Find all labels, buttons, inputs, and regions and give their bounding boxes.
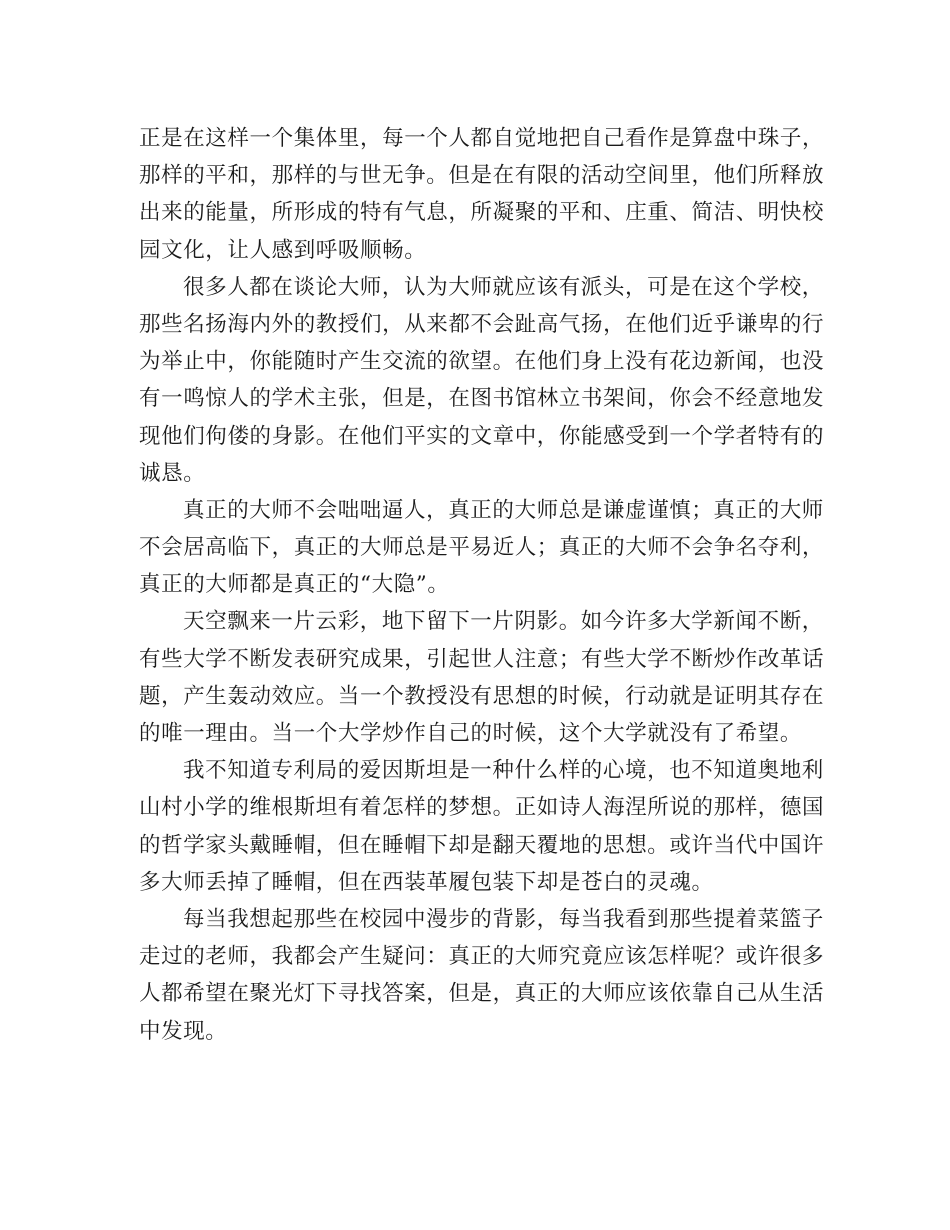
paragraph-first-line: 真正的大师不会咄咄逼人，真正的大师总是谦虚谨慎；真正的大师 xyxy=(183,497,824,523)
text-line: 走过的老师，我都会产生疑问：真正的大师究竟应该怎样呢？或许很多 xyxy=(139,944,825,970)
text-line: 园文化，让人感到呼吸顺畅。 xyxy=(139,237,427,263)
text-line: 为举止中，你能随时产生交流的欲望。在他们身上没有花边新闻，也没 xyxy=(139,349,825,375)
text-line: 诚恳。 xyxy=(139,460,206,486)
text-line: 正是在这样一个集体里，每一个人都自觉地把自己看作是算盘中珠子， xyxy=(139,126,825,151)
text-line: 的唯一理由。当一个大学炒作自己的时候，这个大学就没有了希望。 xyxy=(139,721,803,746)
text-line: 山村小学的维根斯坦有着怎样的梦想。正如诗人海涅所说的那样，德国 xyxy=(139,795,825,821)
paragraph-first-line: 每当我想起那些在校园中漫步的背影，每当我看到那些提着菜篮子 xyxy=(183,906,824,932)
text-line: 真正的大师都是真正的“大隐”。 xyxy=(139,572,450,598)
text-line: 出来的能量，所形成的特有气息，所凝聚的平和、庄重、简洁、明快校 xyxy=(139,200,825,226)
text-line: 有一鸣惊人的学术主张，但是，在图书馆林立书架间，你会不经意地发 xyxy=(139,386,825,412)
text-line: 不会居高临下，真正的大师总是平易近人；真正的大师不会争名夺利， xyxy=(139,535,825,561)
text-line: 多大师丢掉了睡帽，但在西装革履包装下却是苍白的灵魂。 xyxy=(139,869,714,895)
text-line: 人都希望在聚光灯下寻找答案，但是，真正的大师应该依靠自己从生活 xyxy=(139,981,825,1007)
text-line: 那些名扬海内外的教授们，从来都不会趾高气扬，在他们近乎谦卑的行 xyxy=(139,311,825,337)
essay-body xyxy=(139,120,825,1050)
text-line: 的哲学家头戴睡帽，但在睡帽下却是翻天覆地的思想。或许当代中国许 xyxy=(139,832,825,858)
text-line: 那样的平和，那样的与世无争。但是在有限的活动空间里，他们所释放 xyxy=(139,163,825,189)
text-line: 现他们佝偻的身影。在他们平实的文章中，你能感受到一个学者特有的 xyxy=(139,423,825,449)
paragraph-first-line: 很多人都在谈论大师，认为大师就应该有派头，可是在这个学校， xyxy=(183,274,824,300)
text-line: 中发现。 xyxy=(139,1018,228,1044)
text-line: 有些大学不断发表研究成果，引起世人注意；有些大学不断炒作改革话 xyxy=(139,646,825,672)
paragraph-first-line: 天空飘来一片云彩，地下留下一片阴影。如今许多大学新闻不断， xyxy=(183,609,824,635)
text-line: 题，产生轰动效应。当一个教授没有思想的时候，行动就是证明其存在 xyxy=(139,683,825,709)
paragraph-first-line: 我不知道专利局的爱因斯坦是一种什么样的心境，也不知道奥地利 xyxy=(183,758,824,784)
